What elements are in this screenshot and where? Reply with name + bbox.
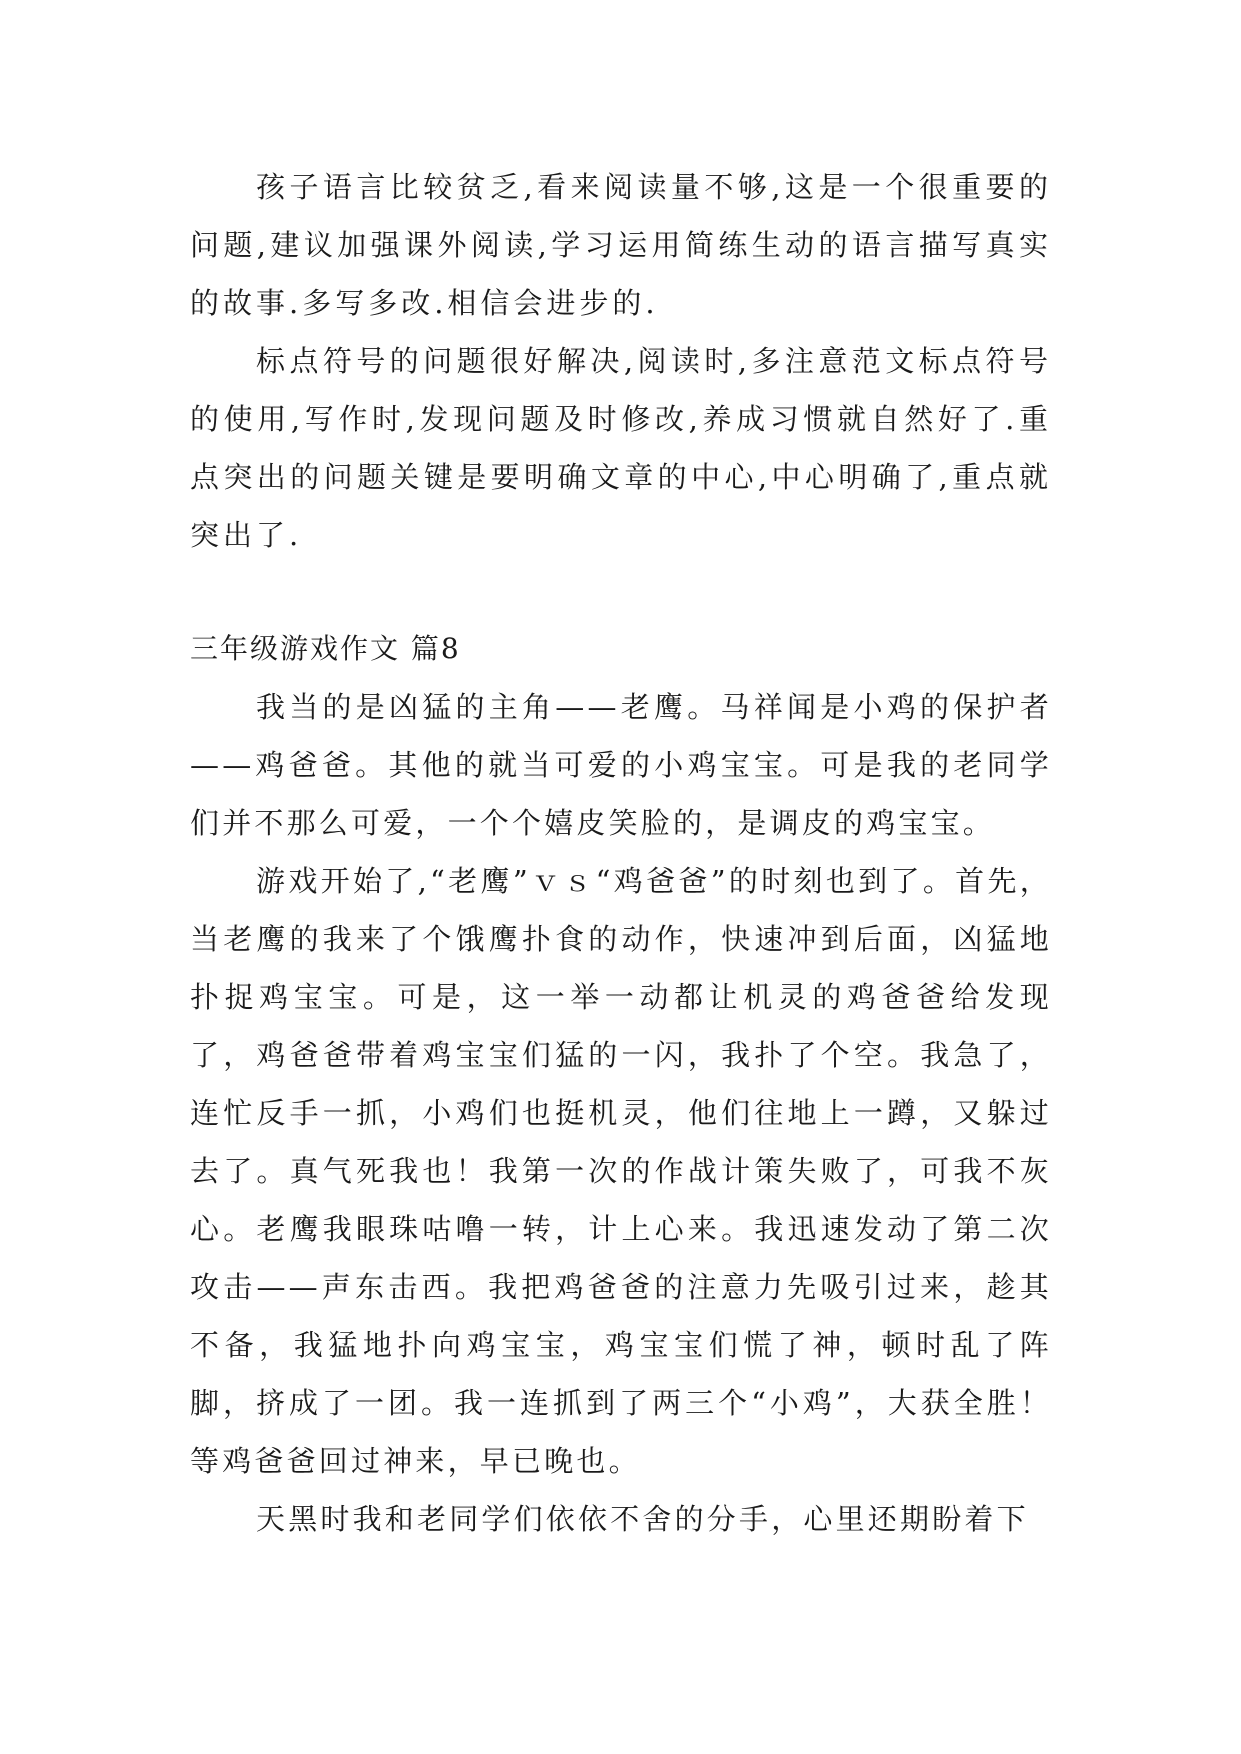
essay-paragraph: 游戏开始了,“老鹰”ｖｓ“鸡爸爸”的时刻也到了。首先，当老鹰的我来了个饿鹰扑食的动作，快速冲到后面，凶猛地扑捉鸡宝宝。可是，这一举一动都让机灵的鸡爸爸给发现了，鸡爸爸带着鸡宝宝们猛的一闪，我扑了个空。我急了，连忙反手一抓，小鸡们也挺机灵，他们往地上一蹲，又躲过去了。真气死我也！我第一次的作战计策失败了，可我不灰心。老鹰我眼珠咕噜一转，计上心来。我迅速发动了第二次攻击——声东击西。我把鸡爸爸的注意力先吸引过来，趁其不备，我猛地扑向鸡宝宝，鸡宝宝们慌了神，顿时乱了阵脚，挤成了一团。我一连抓到了两三个“小鸡”，大获全胜！等鸡爸爸回过神来，早已晚也。	[190, 864, 1052, 1478]
essay-section	[190, 620, 1052, 1548]
essay-paragraph: 天黑时我和老同学们依依不舍的分手，心里还期盼着下	[256, 1502, 1029, 1536]
comment-paragraph: 标点符号的问题很好解决,阅读时,多注意范文标点符号的使用,写作时,发现问题及时修改,养成习惯就自然好了.重点突出的问题关键是要明确文章的中心,中心明确了,重点就突出了.	[190, 344, 1052, 552]
teacher-comment-block	[190, 158, 1052, 564]
essay-paragraph: 我当的是凶猛的主角——老鹰。马祥闻是小鸡的保护者——鸡爸爸。其他的就当可爱的小鸡宝宝。可是我的老同学们并不那么可爱，一个个嬉皮笑脸的，是调皮的鸡宝宝。	[190, 690, 1052, 840]
comment-paragraph: 孩子语言比较贫乏,看来阅读量不够,这是一个很重要的问题,建议加强课外阅读,学习运用简练生动的语言描写真实的故事.多写多改.相信会进步的.	[190, 170, 1052, 320]
section-heading: 三年级游戏作文 篇8	[190, 632, 461, 665]
